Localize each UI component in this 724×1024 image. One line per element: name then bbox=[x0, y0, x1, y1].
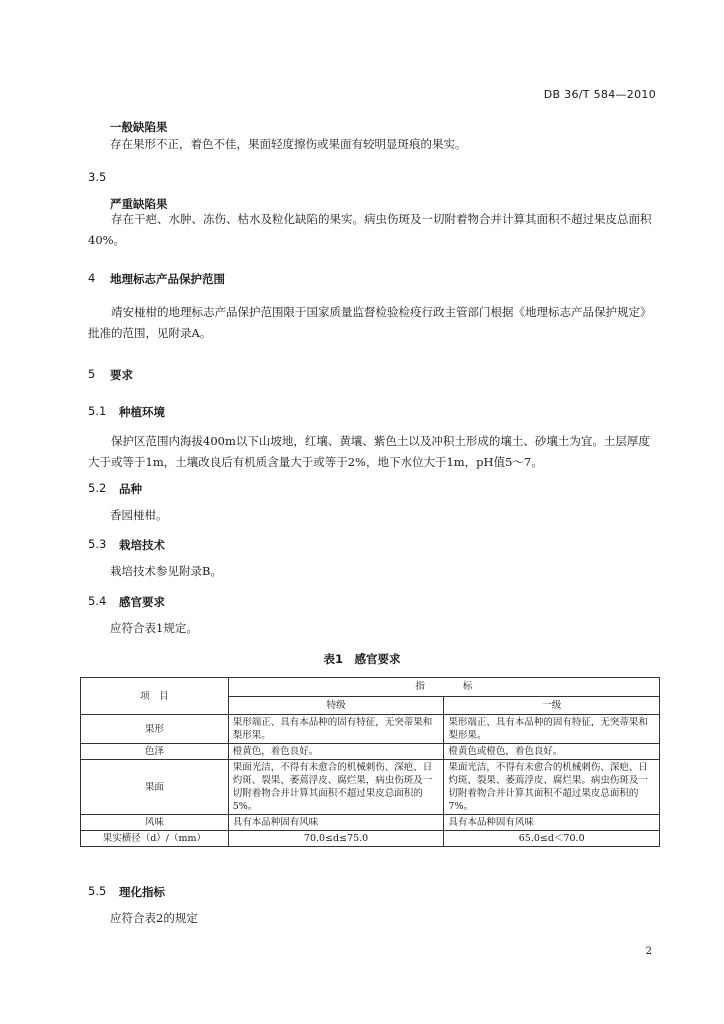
clause-5-3-title: 栽培技术 bbox=[119, 538, 165, 552]
clause-5-4-title: 感官要求 bbox=[119, 595, 165, 609]
clause-4-number: 4 bbox=[88, 271, 96, 285]
table-1 bbox=[80, 677, 660, 847]
clause-4-text: 靖安椪柑的地理标志产品保护范围限于国家质量监督检验检疫行政主管部门根据《地理标志产品保护规定》批准的范围，见附录A。 bbox=[88, 305, 652, 340]
row-name: 果形 bbox=[81, 715, 229, 744]
table-head-index: 指 标 bbox=[228, 678, 659, 697]
clause-5-5-number: 5.5 bbox=[88, 884, 107, 898]
clause-5-1-text: 保护区范围内海拔400m以下山坡地，红壤、黄壤、紫色土以及冲积土形成的壤土、砂壤土为宜。土层厚度大于或等于1m，土壤改良后有机质含量大于或等于2%，地下水位大于1m，pH值5～7。 bbox=[88, 434, 650, 469]
table-1-caption: 表1 感官要求 bbox=[323, 652, 401, 666]
row-grade-1: 具有本品种固有风味 bbox=[228, 815, 444, 831]
table-row bbox=[81, 744, 660, 760]
clause-5-5-title: 理化指标 bbox=[119, 885, 165, 899]
standard-number: DB 36/T 584—2010 bbox=[543, 88, 656, 101]
row-name: 风味 bbox=[81, 815, 229, 831]
clause-5-1-number: 5.1 bbox=[88, 404, 107, 418]
term-general-defect: 一般缺陷果 bbox=[110, 120, 168, 134]
row-grade-2: 65.0≤d＜70.0 bbox=[444, 831, 660, 847]
clause-5-title: 要求 bbox=[110, 368, 133, 382]
row-grade-1: 果形端正、具有本品种的固有特征，无突蒂果和梨形果。 bbox=[228, 715, 444, 744]
row-grade-2: 果面光洁，不得有未愈合的机械刺伤、深疤、日灼斑、裂果、萎蔫浮皮、腐烂果。病虫伤斑及一切附着物合并计算其面积不超过果皮总面积的7%。 bbox=[444, 760, 660, 815]
table-row bbox=[81, 760, 660, 815]
table-row bbox=[81, 831, 660, 847]
clause-5-number: 5 bbox=[88, 367, 96, 381]
table-head-item: 项 目 bbox=[81, 678, 229, 715]
row-grade-2: 具有本品种固有风味 bbox=[444, 815, 660, 831]
table-head-grade-1: 特级 bbox=[228, 696, 444, 715]
clause-5-4-text: 应符合表1规定。 bbox=[110, 621, 198, 635]
clause-5-3-text: 栽培技术参见附录B。 bbox=[110, 564, 222, 578]
row-grade-2: 橙黄色或橙色，着色良好。 bbox=[444, 744, 660, 760]
row-name: 果实横径（d）/（mm） bbox=[81, 831, 229, 847]
table-row bbox=[81, 715, 660, 744]
row-grade-1: 70.0≤d≤75.0 bbox=[228, 831, 444, 847]
clause-4-title: 地理标志产品保护范围 bbox=[110, 272, 225, 286]
clause-3-5-number: 3.5 bbox=[88, 170, 107, 184]
table-row bbox=[81, 815, 660, 831]
row-name: 色泽 bbox=[81, 744, 229, 760]
def-general-defect: 存在果形不正，着色不佳，果面轻度擦伤或果面有较明显斑痕的果实。 bbox=[110, 137, 467, 151]
row-grade-2: 果形端正、具有本品种的固有特征，无突蒂果和梨形果。 bbox=[444, 715, 660, 744]
clause-5-5-text: 应符合表2的规定 bbox=[110, 911, 198, 925]
term-severe-defect: 严重缺陷果 bbox=[110, 197, 168, 211]
table-head-grade-2: 一级 bbox=[444, 696, 660, 715]
clause-5-2-number: 5.2 bbox=[88, 481, 107, 495]
def-severe-defect: 存在干疤、水肿、冻伤、枯水及粒化缺陷的果实。病虫伤斑及一切附着物合并计算其面积不超过果皮总面积40%。 bbox=[88, 212, 652, 247]
row-grade-1: 橙黄色，着色良好。 bbox=[228, 744, 444, 760]
clause-5-2-text: 香园椪柑。 bbox=[110, 508, 168, 522]
clause-5-4-number: 5.4 bbox=[88, 594, 107, 608]
clause-5-3-number: 5.3 bbox=[88, 537, 107, 551]
row-name: 果面 bbox=[81, 760, 229, 815]
clause-5-1-title: 种植环境 bbox=[119, 405, 165, 419]
row-grade-1: 果面光洁，不得有未愈合的机械刺伤、深疤、日灼斑、裂果、萎蔫浮皮、腐烂果，病虫伤斑及一切附着物合并计算其面积不超过果皮总面积的5%。 bbox=[228, 760, 444, 815]
page-number: 2 bbox=[645, 946, 652, 957]
clause-5-2-title: 品种 bbox=[119, 482, 142, 496]
